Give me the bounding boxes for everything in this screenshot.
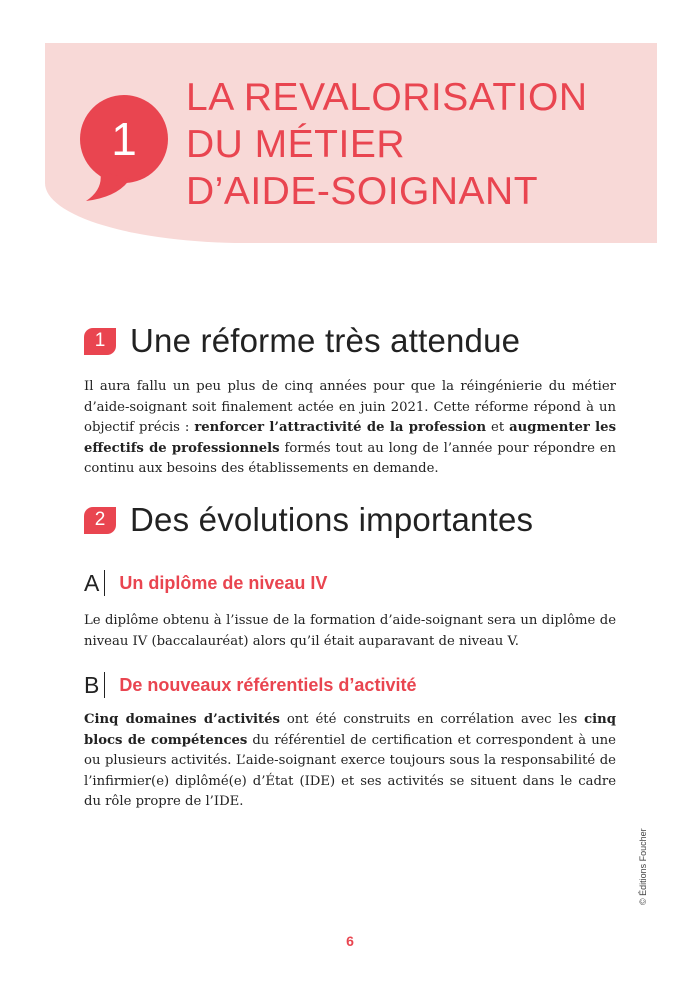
section-number-badge: 1 <box>84 328 116 355</box>
text-run: ont été construits en corrélation avec les <box>279 712 585 727</box>
subsection-letter: B <box>84 672 105 698</box>
bold-run: Cinq domaines d’activités <box>84 712 280 727</box>
subsection-b-heading <box>84 672 416 698</box>
copyright-notice: © Éditions Foucher <box>638 828 648 905</box>
section-1-heading <box>84 322 520 360</box>
chapter-title <box>186 74 588 215</box>
bold-run: augmenter les effectifs de professionnels <box>84 420 616 456</box>
section-2-heading <box>84 501 533 539</box>
subsection-a-heading <box>84 570 327 596</box>
subsection-title: De nouveaux référentiels d’activité <box>119 674 417 695</box>
section-1-paragraph <box>84 377 616 480</box>
chapter-number: 1 <box>111 113 137 165</box>
subsection-letter: A <box>84 570 105 596</box>
text-run: Il aura fallu un peu plus de cinq années pour que la réingénierie du métier d’aide-soignant soit finalement actée en juin 2021. Cette réforme répond à un objectif précis : <box>84 379 616 435</box>
subsection-b-paragraph <box>84 710 616 813</box>
chapter-title-line: LA REVALORISATION <box>186 76 588 119</box>
bold-run: renforcer l’attractivité de la profession <box>194 420 487 435</box>
chapter-title-line: D’AIDE-SOIGNANT <box>186 170 539 213</box>
text-run: du référentiel de certification et correspondent à une ou plusieurs activités. L’aide-soignant exerce toujours sous la responsabilité de l’infirmier(e) diplômé(e) d’État (IDE) et ses activités se situent dans le cadre du rôle propre de l’IDE. <box>84 732 616 809</box>
chapter-title-line: DU MÉTIER <box>186 123 405 166</box>
subsection-title: Un diplôme de niveau IV <box>119 572 328 593</box>
subsection-a-paragraph: Le diplôme obtenu à l’issue de la formation d’aide-soignant sera un diplôme de niveau IV (baccalauréat) alors qu’il était auparavant de niveau V. <box>84 613 616 649</box>
section-title: Une réforme très attendue <box>130 322 521 359</box>
bold-run: cinq blocs de compétences <box>84 712 616 748</box>
section-title: Des évolutions importantes <box>130 501 534 538</box>
text-run: formés tout au long de l’année pour répondre en continu aux besoins des établissements en demande. <box>84 440 617 476</box>
text-run: et <box>486 420 510 435</box>
section-number-badge: 2 <box>84 507 116 534</box>
page-number: 6 <box>346 933 354 949</box>
